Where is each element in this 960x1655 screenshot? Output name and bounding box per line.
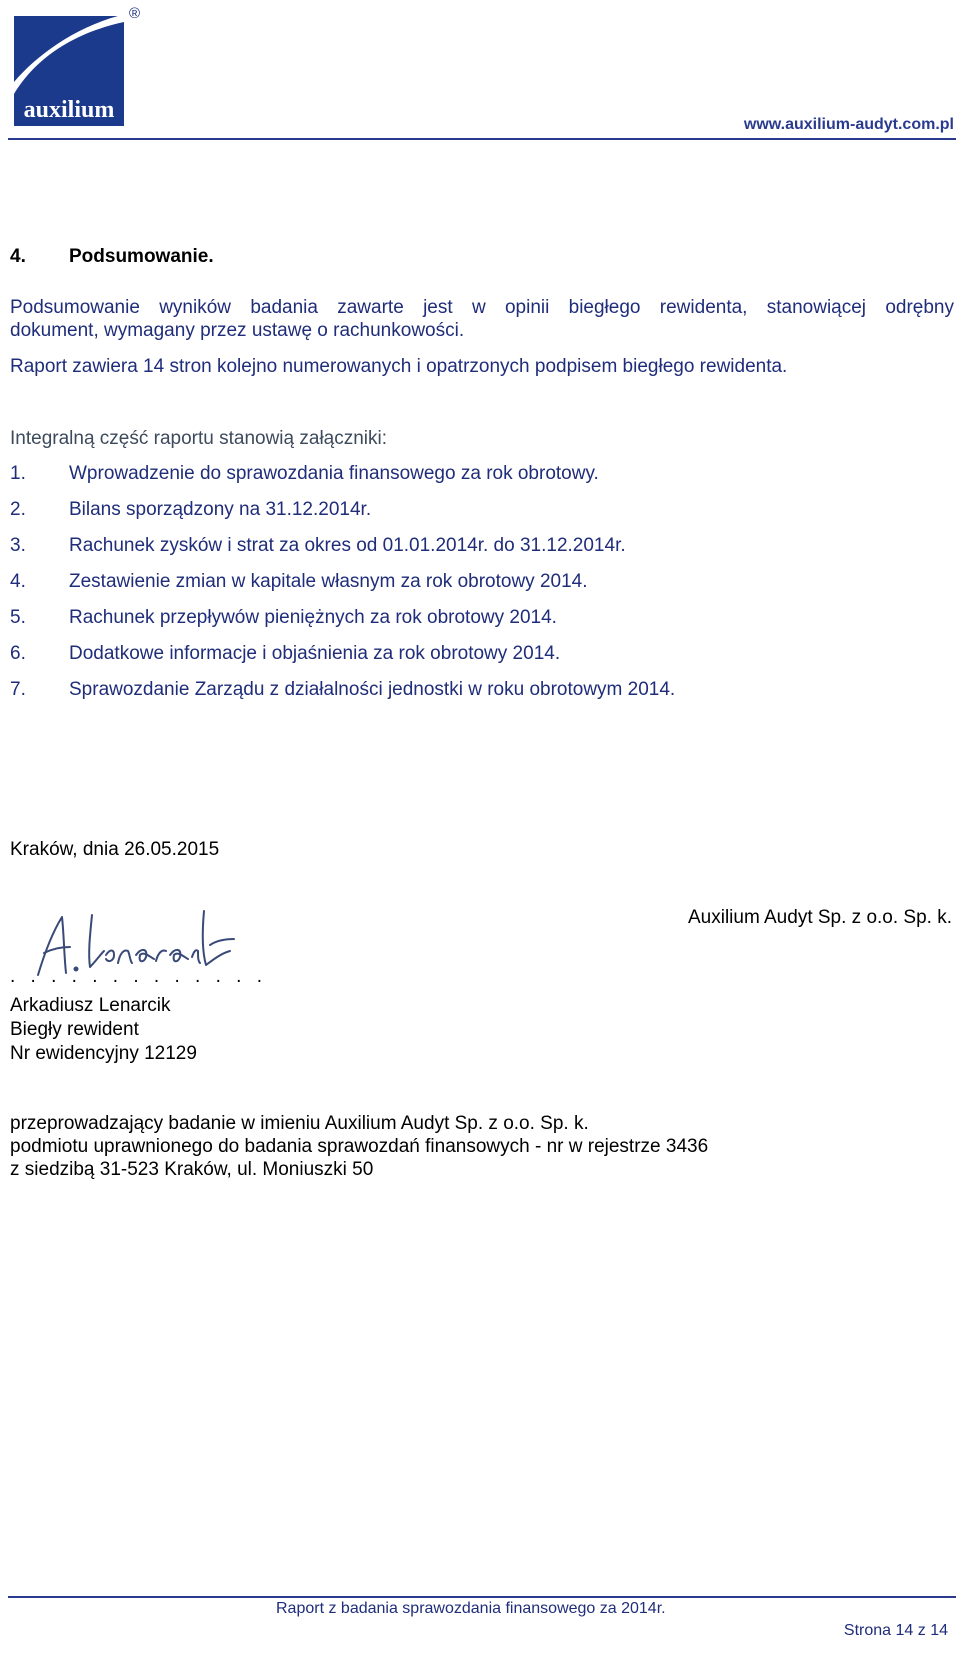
section-number: 4. — [10, 246, 26, 267]
attachment-item: Wprowadzenie do sprawozdania finansowego za rok obrotowy. — [69, 463, 599, 484]
page-number: Strona 14 z 14 — [843, 1622, 948, 1639]
attachment-number: 5. — [10, 607, 26, 628]
signature-line: . . . . . . . . . . . . . — [10, 966, 267, 987]
attachment-item: Sprawozdanie Zarządu z działalności jednostki w roku obrotowym 2014. — [69, 679, 676, 700]
attachment-item: Rachunek zysków i strat za okres od 01.01.2014r. do 31.12.2014r. — [69, 535, 626, 556]
summary-line-2: dokument, wymagany przez ustawę o rachunkowości. — [10, 320, 465, 341]
address-text: z siedzibą 31-523 Kraków, ul. Moniuszki 50 — [10, 1159, 374, 1180]
footer-title: Raport z badania sprawozdania finansowego za 2014r. — [276, 1600, 666, 1617]
summary-paragraph — [10, 296, 954, 342]
attachment-item: Bilans sporządzony na 31.12.2014r. — [69, 499, 372, 520]
registered-mark: ® — [129, 5, 141, 22]
attachment-number: 4. — [10, 571, 26, 592]
website-link[interactable]: www.auxilium-audyt.com.pl — [743, 116, 954, 133]
auditor-name: Arkadiusz Lenarcik — [10, 995, 171, 1016]
place-and-date: Kraków, dnia 26.05.2015 — [10, 839, 220, 860]
auditor-role: Biegły rewident — [10, 1019, 139, 1040]
firm-name: Auxilium Audyt Sp. z o.o. Sp. k. — [687, 907, 952, 928]
report-pages-text: Raport zawiera 14 stron kolejno numerowanych i opatrzonych podpisem biegłego rewidenta. — [10, 356, 788, 377]
attachment-item: Zestawienie zmian w kapitale własnym za rok obrotowy 2014. — [69, 571, 588, 592]
summary-line-1: Podsumowanie wyników badania zawarte jest w opinii biegłego rewidenta, stanowiącej odrębny — [10, 297, 954, 318]
attachment-item: Dodatkowe informacje i objaśnienia za rok obrotowy 2014. — [69, 643, 561, 664]
attachment-number: 3. — [10, 535, 26, 556]
header-divider — [8, 138, 956, 140]
attachment-number: 6. — [10, 643, 26, 664]
footer-divider — [8, 1596, 956, 1598]
section-title: Podsumowanie. — [69, 246, 214, 267]
on-behalf-text: przeprowadzający badanie w imieniu Auxilium Audyt Sp. z o.o. Sp. k. — [10, 1113, 589, 1134]
logo-text: auxilium — [23, 97, 115, 123]
attachments-intro: Integralną część raportu stanowią załączniki: — [10, 428, 388, 449]
attachment-item: Rachunek przepływów pieniężnych za rok obrotowy 2014. — [69, 607, 557, 628]
attachment-number: 7. — [10, 679, 26, 700]
attachment-number: 2. — [10, 499, 26, 520]
auxilium-logo — [14, 16, 124, 126]
auditor-registration: Nr ewidencyjny 12129 — [10, 1043, 197, 1064]
attachment-number: 1. — [10, 463, 26, 484]
entity-text: podmiotu uprawnionego do badania sprawozdań finansowych - nr w rejestrze 3436 — [10, 1136, 709, 1157]
